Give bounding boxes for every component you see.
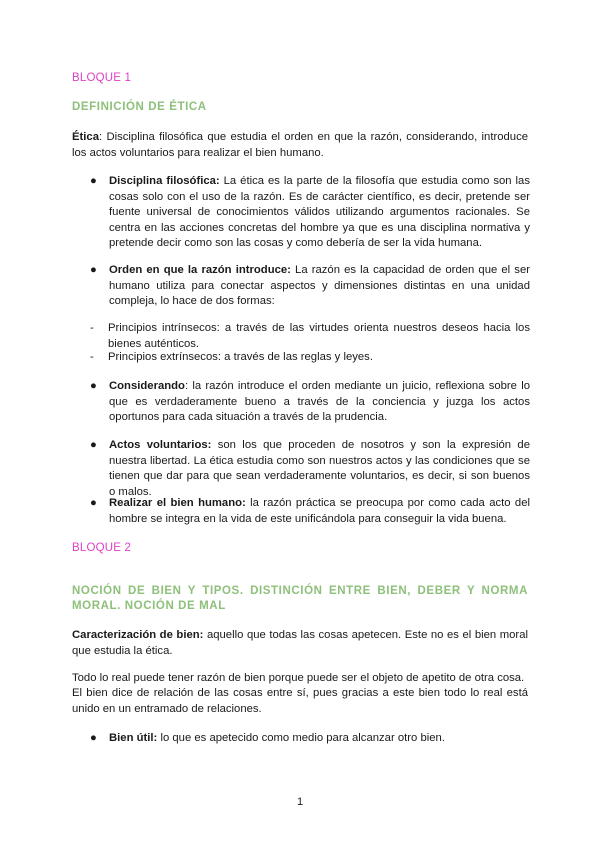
bullet-dot: ● [90,439,97,451]
dash-item-principios-extrinsecos [90,350,530,366]
bullet-text: : la razón introduce el orden mediante un juicio, reflexiona sobre lo que es verdaderamente bueno a través de la conciencia y juzga los actos oportunos para cada situación a través de la prudencia. [109,380,530,423]
bullet-term: Bien útil: [109,732,158,744]
bien-paragraph-2: El bien dice de relación de las cosas entre sí, pues gracias a este bien todo lo real está unido en un entramado de relaciones. [72,687,528,715]
page-number: 1 [296,796,304,808]
bullet-realizar-bien-humano [90,496,530,527]
bullet-text: la razón práctica se preocupa por como cada acto del hombre se integra en la vida de este unificándola para conseguir la vida buena. [109,497,530,525]
caracterizacion-term: Caracterización de bien: [72,629,204,641]
bullet-term: Disciplina filosófica: [109,175,220,187]
dash-item-principios-intrinsecos [90,321,530,352]
definicion-etica-heading: DEFINICIÓN DE ÉTICA [72,101,207,113]
bullet-dot: ● [90,380,97,392]
bullet-bien-util [90,731,530,747]
bullet-dot: ● [90,175,97,187]
dash-item-text: Principios extrínsecos: a través de las reglas y leyes. [108,351,373,363]
bullet-dot: ● [90,264,97,276]
bullet-dot: ● [90,497,97,509]
caracterizacion-bien-paragraph [72,628,528,659]
bullet-text: La razón es la capacidad de orden que el ser humano utiliza para conectar aspectos y dimensiones distintas en una unidad compleja, lo hace de dos formas: [109,264,530,307]
bullet-orden-razon [90,263,530,310]
etica-term: Ética [72,131,100,143]
bullet-actos-voluntarios [90,438,530,500]
bullet-term: Orden en que la razón introduce: [109,264,291,276]
bullet-term: Considerando [109,380,185,392]
bullet-text: son los que proceden de nosotros y son la expresión de nuestra libertad. La ética estudia como son nuestros actos y las condiciones que se tienen que dar para que sean verdaderamente voluntarios, es decir, si son buenos o malos. [109,439,530,498]
caracterizacion-text: aquello que todas las cosas apetecen. Este no es el bien moral que estudia la ética. [72,629,528,657]
bloque-2-label: BLOQUE 2 [72,542,132,554]
etica-definition-text: : Disciplina filosófica que estudia el orden en que la razón, considerando, introduce los actos voluntarios para realizar el bien humano. [72,131,528,159]
bien-paragraph-1: Todo lo real puede tener razón de bien porque puede ser el objeto de apetito de otra cosa. [72,672,525,684]
bloque-1-label: BLOQUE 1 [72,72,132,84]
etica-definition-paragraph [72,130,528,161]
bullet-considerando [90,379,530,426]
bullet-term: Realizar el bien humano: [109,497,246,509]
dash-item-text: Principios intrínsecos: a través de las virtudes orienta nuestros deseos hacia los bienes auténticos. [108,322,530,350]
bullet-disciplina-filosofica [90,174,530,252]
bullet-text: lo que es apetecido como medio para alcanzar otro bien. [157,732,445,744]
nocion-bien-heading: NOCIÓN DE BIEN Y TIPOS. DISTINCIÓN ENTRE BIEN, DEBER Y NORMA MORAL. NOCIÓN DE MAL [72,585,528,612]
dash-marker: - [90,351,94,363]
bullet-text: La ética es la parte de la filosofía que estudia como son las cosas solo con el uso de la razón. Es de carácter científico, es decir, pretende ser fuente universal de conocimientos válidos utilizando argumentos racionales. Se centra en las acciones concretas del hombre ya que es una disciplina normativa y pretende decir como son las cosas y como debería de ser la vida humana. [109,175,530,249]
dash-marker: - [90,322,94,334]
bullet-term: Actos voluntarios: [109,439,212,451]
bullet-dot: ● [90,732,97,744]
